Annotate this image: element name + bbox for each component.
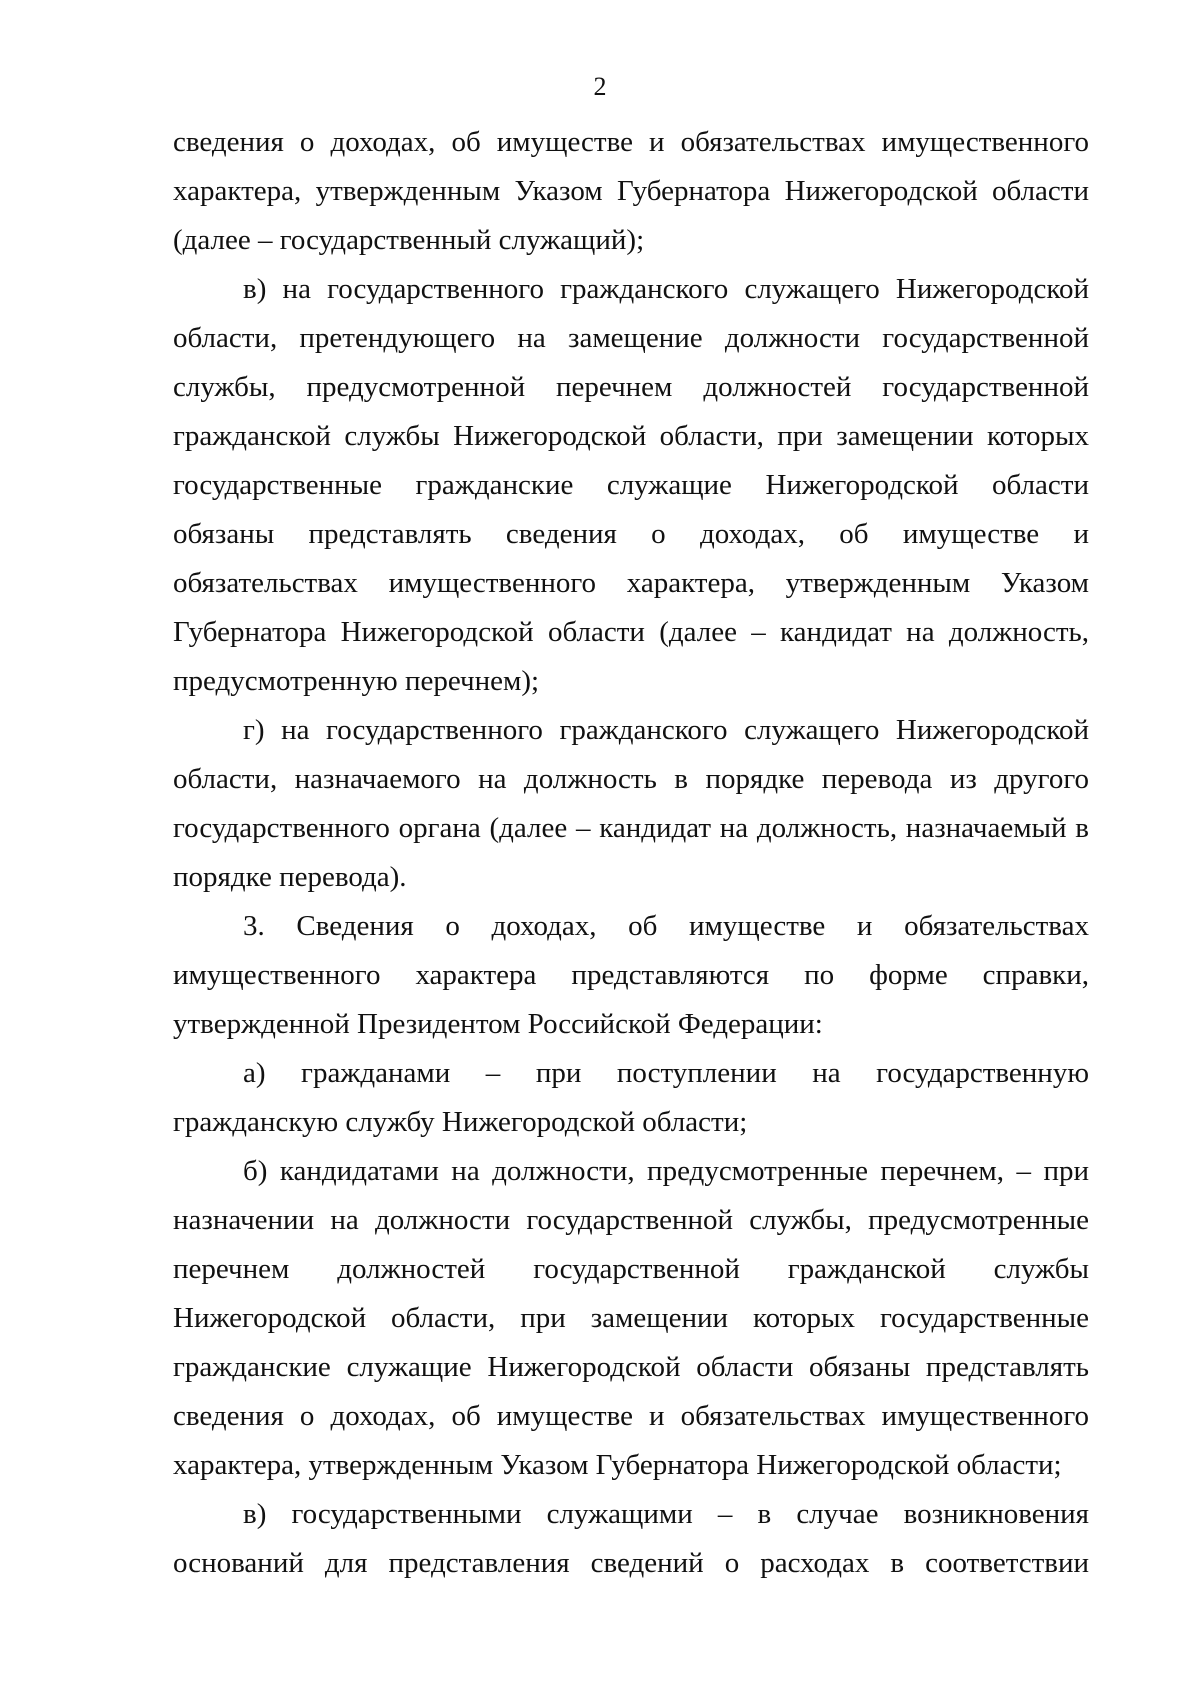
paragraph-continuation: сведения о доходах, об имуществе и обязательствах имущественного характера, утвержденным Указом Губернатора Нижегородской области (далее – государственный служащий); bbox=[173, 126, 1089, 256]
paragraph-item-v-2: в) государственными служащими – в случае возникновения оснований для представления сведений о расходах в соответствии bbox=[173, 1498, 1089, 1579]
paragraph-item-a: а) гражданами – при поступлении на государственную гражданскую службу Нижегородской области; bbox=[173, 1057, 1089, 1138]
page-number: 2 bbox=[593, 72, 607, 101]
document-body bbox=[173, 118, 1089, 1588]
paragraph-item-b: б) кандидатами на должности, предусмотренные перечнем, – при назначении на должности государственной службы, предусмотренные перечнем должностей государственной гражданской службы Нижегородской области, при замещении которых государственные гражданские служащие Нижегородской области обязаны представлять сведения о доходах, об имуществе и обязательствах имущественного характера, утвержденным Указом Губернатора Нижегородской области; bbox=[173, 1155, 1089, 1481]
paragraph-item-g: г) на государственного гражданского служащего Нижегородской области, назначаемого на должность в порядке перевода из другого государственного органа (далее – кандидат на должность, назначаемый в порядке перевода). bbox=[173, 714, 1089, 893]
paragraph-section-3: 3. Сведения о доходах, об имуществе и обязательствах имущественного характера представляются по форме справки, утвержденной Президентом Российской Федерации: bbox=[173, 910, 1089, 1040]
paragraph-item-v: в) на государственного гражданского служащего Нижегородской области, претендующего на замещение должности государственной службы, предусмотренной перечнем должностей государственной гражданской службы Нижегородской области, при замещении которых государственные гражданские служащие Нижегородской области обязаны представлять сведения о доходах, об имуществе и обязательствах имущественного характера, утвержденным Указом Губернатора Нижегородской области (далее – кандидат на должность, предусмотренную перечнем); bbox=[173, 273, 1089, 697]
